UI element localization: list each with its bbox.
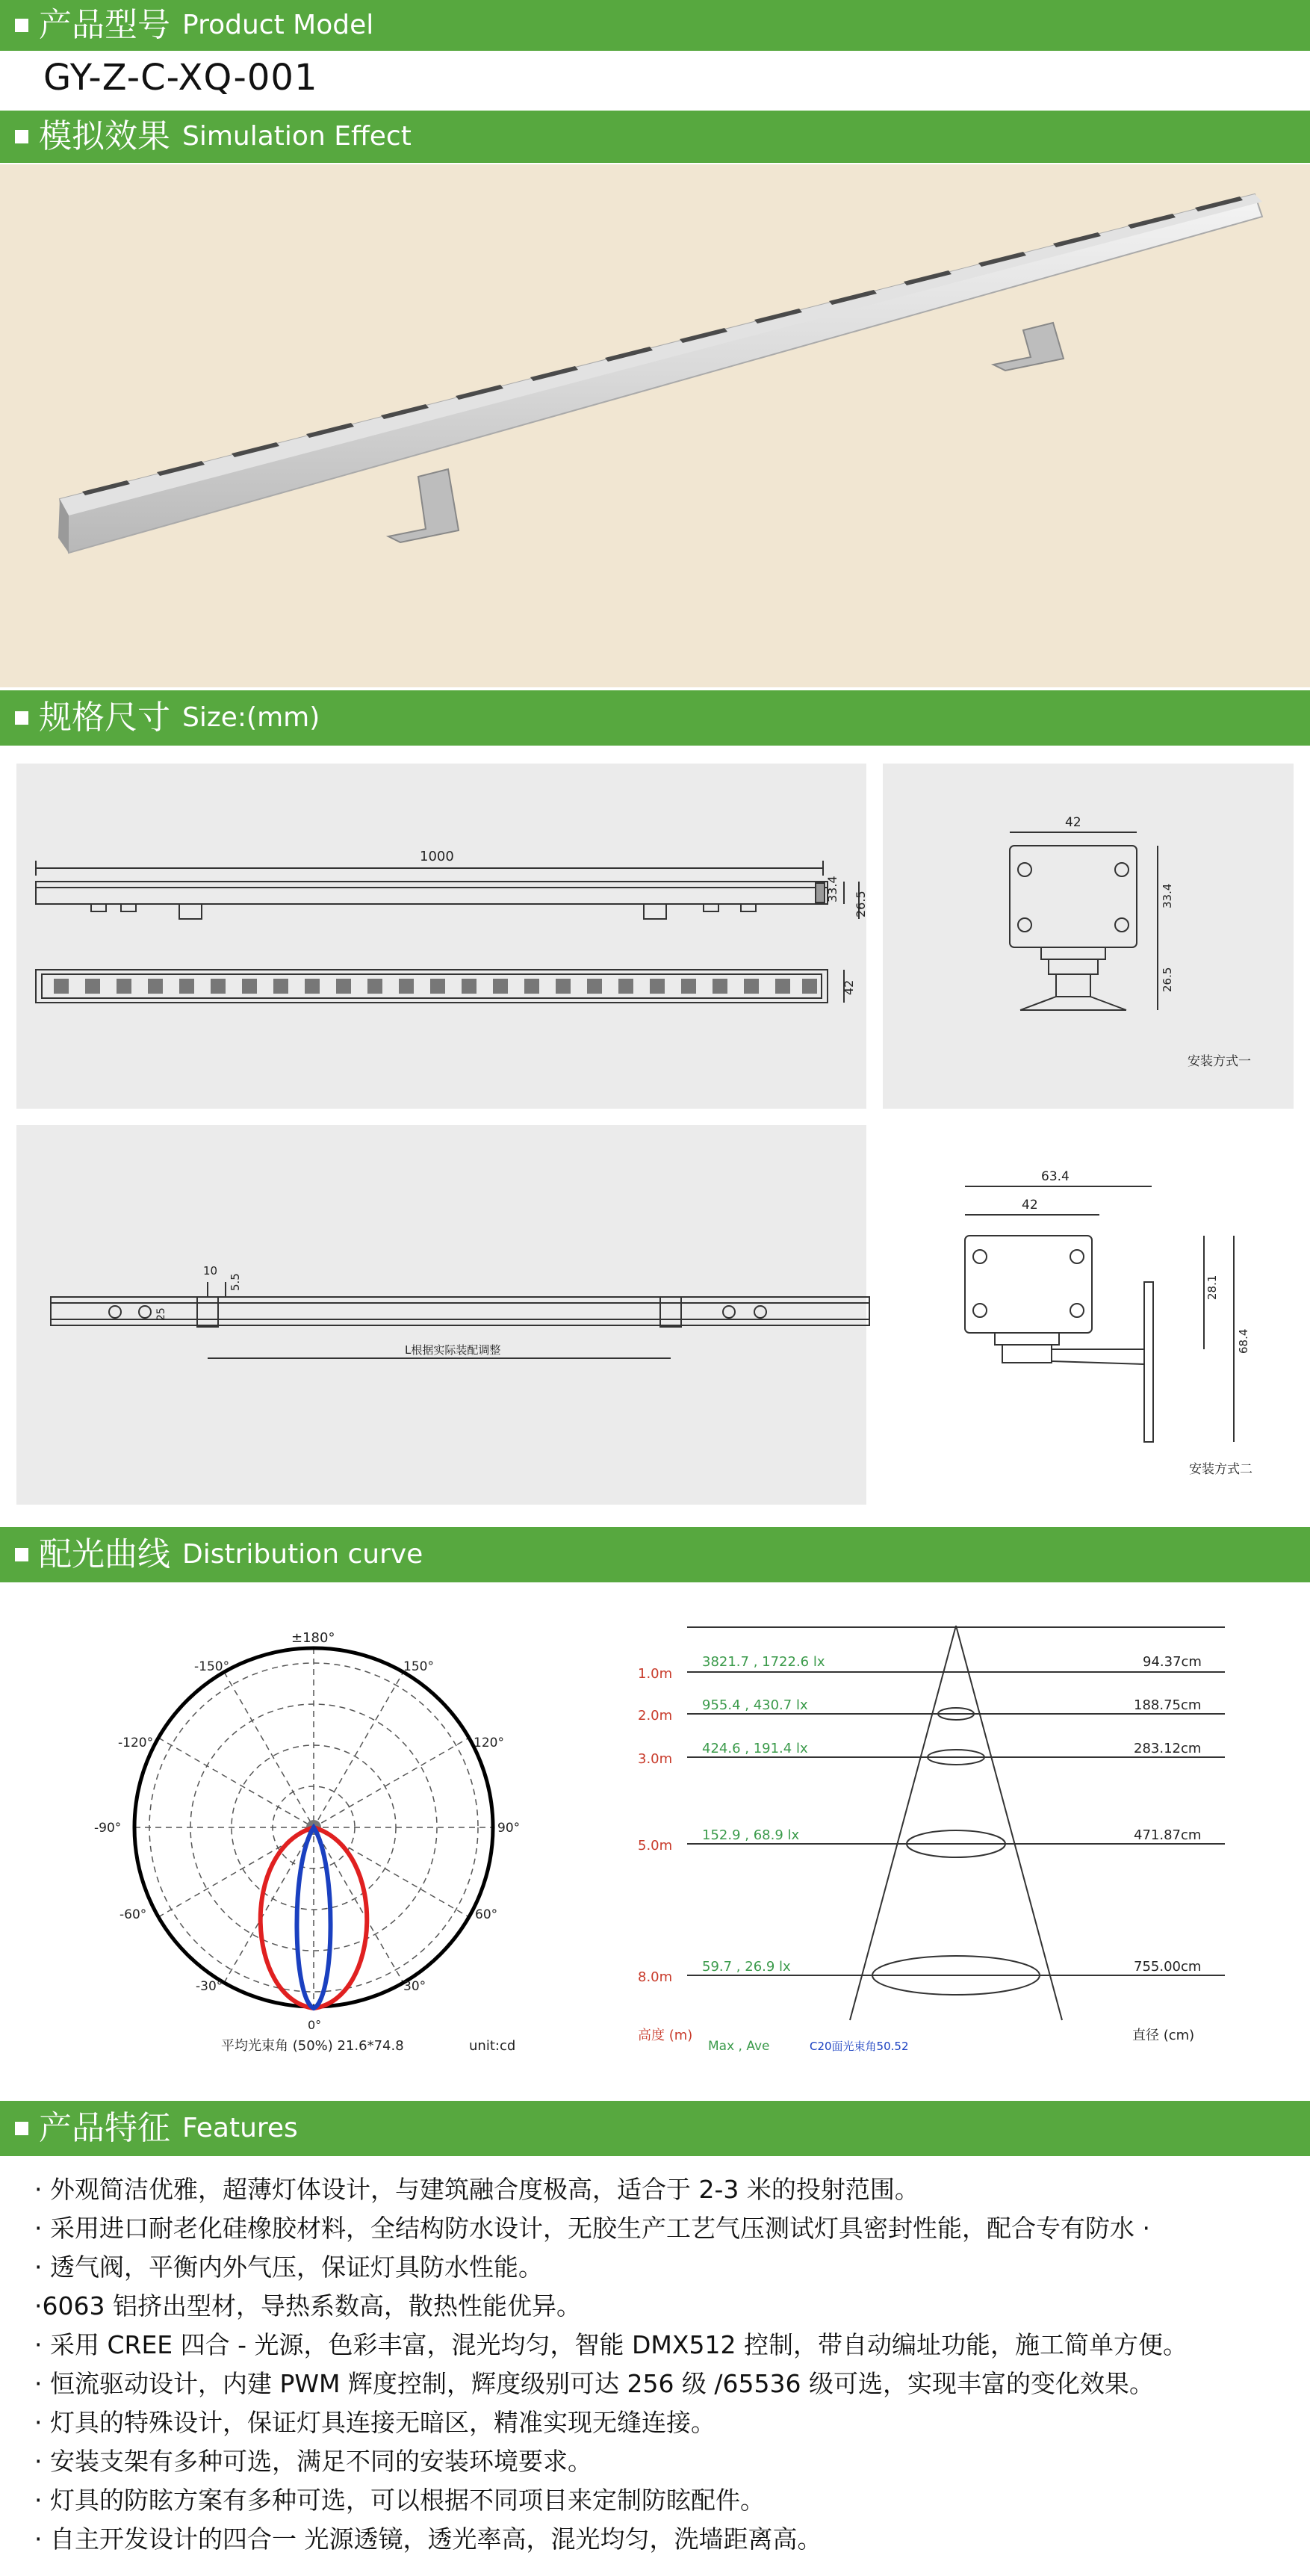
bullet-square-icon (15, 2122, 28, 2135)
section-title-en: Features (182, 2113, 298, 2143)
section-title-zh: 产品型号 (39, 6, 170, 44)
m2-width-1: 63.4 (1041, 1169, 1070, 1184)
led-bar-render (0, 164, 1310, 687)
dim-length: 1000 (420, 849, 454, 864)
cone-row-2-h: 2.0m (638, 1708, 673, 1724)
drawing-panel-side-view (16, 1125, 866, 1505)
feature-item: · 自主开发设计的四合一 光源透镜，透光率高，混光均匀，洗墙距离高。 (34, 2524, 822, 2554)
m1-height-2: 26.5 (1161, 967, 1174, 992)
dim-height-1: 33.4 (825, 876, 839, 902)
feature-item: · 恒流驱动设计，内建 PWM 辉度控制，辉度级别可达 256 级 /65536 级可选，实现丰富的变化效果。 (34, 2369, 1155, 2398)
angle-60: 60° (475, 1907, 498, 1922)
drawing-panel-mount-one (883, 764, 1294, 1109)
cone-row-1-lux: 3821.7 , 1722.6 lx (702, 1654, 825, 1670)
angle-m150: -150° (194, 1659, 230, 1674)
angle-120: 120° (474, 1736, 504, 1750)
dim-height-2: 26.5 (854, 891, 868, 917)
cone-row-4-d: 471.87cm (1134, 1827, 1202, 1843)
cone-row-4-lux: 152.9 , 68.9 lx (702, 1827, 800, 1843)
dim-10: 10 (203, 1264, 218, 1278)
section-header-distribution (0, 1527, 1310, 1582)
cone-row-5-h: 8.0m (638, 1969, 673, 1985)
section-header-features (0, 2101, 1310, 2156)
angle-top: ±180° (291, 1630, 335, 1646)
red-curve (261, 1827, 367, 2008)
cone-row-5-lux: 59.7 , 26.9 lx (702, 1959, 791, 1975)
dim-5-5: 5.5 (229, 1273, 242, 1291)
m1-width: 42 (1065, 815, 1081, 830)
cone-row-4-h: 5.0m (638, 1838, 673, 1854)
angle-150: 150° (403, 1659, 434, 1674)
dim-25: 25 (155, 1307, 167, 1321)
diameter-axis-label: 直径 (cm) (1132, 2028, 1195, 2043)
beam-angle-note: C20面光束角50.52 (810, 2040, 909, 2053)
mount-one-label: 安装方式一 (1188, 1054, 1251, 1069)
bullet-square-icon (15, 19, 28, 32)
feature-item: ·6063 铝挤出型材，导热系数高，散热性能优异。 (34, 2291, 581, 2320)
feature-item: · 灯具的特殊设计，保证灯具连接无暗区，精准实现无缝连接。 (34, 2408, 715, 2437)
front-view-drawing (16, 764, 866, 1109)
max-ave-label: Max , Ave (708, 2039, 770, 2054)
unit-label: unit:cd (469, 2038, 516, 2054)
dim-width: 42 (842, 979, 856, 995)
angle-m30: -30° (196, 1979, 223, 1994)
polar-distribution-chart (90, 1626, 568, 2074)
section-header-simulation (0, 111, 1310, 163)
angle-m60: -60° (119, 1907, 147, 1922)
cone-row-2-d: 188.75cm (1134, 1697, 1202, 1713)
section-title-zh: 模拟效果 (39, 117, 170, 155)
cone-row-3-h: 3.0m (638, 1751, 673, 1767)
drawing-panel-front-view (16, 764, 866, 1109)
cone-row-3-lux: 424.6 , 191.4 lx (702, 1741, 808, 1756)
bullet-square-icon (15, 1548, 28, 1561)
cone-row-5-d: 755.00cm (1134, 1959, 1202, 1975)
height-axis-label: 高度 (m) (638, 2028, 693, 2043)
section-header-product-model (0, 0, 1310, 51)
model-code: GY-Z-C-XQ-001 (43, 57, 318, 99)
m2-height-2: 68.4 (1237, 1328, 1250, 1354)
simulation-image (0, 164, 1310, 687)
m2-width-2: 42 (1022, 1198, 1038, 1213)
m2-height-1: 28.1 (1205, 1275, 1219, 1300)
section-title-zh: 规格尺寸 (39, 699, 170, 737)
section-title-en: Simulation Effect (182, 121, 412, 152)
section-title-zh: 产品特征 (39, 2109, 170, 2147)
feature-item: · 外观简洁优雅，超薄灯体设计，与建筑融合度极高，适合于 2-3 米的投射范围。 (34, 2175, 919, 2204)
angle-bottom: 0° (308, 2018, 322, 2032)
bullet-square-icon (15, 130, 28, 143)
mount-two-label: 安装方式二 (1189, 1462, 1252, 1477)
feature-item: · 灯具的防眩方案有多种可选，可以根据不同项目来定制防眩配件。 (34, 2486, 765, 2515)
angle-90: 90° (497, 1821, 521, 1836)
mount-two-drawing (883, 1125, 1294, 1505)
feature-item: · 安装支架有多种可选，满足不同的安装环境要求。 (34, 2447, 592, 2476)
cone-row-1-h: 1.0m (638, 1666, 673, 1682)
side-view-drawing (16, 1125, 866, 1505)
section-header-size (0, 690, 1310, 746)
cone-row-2-lux: 955.4 , 430.7 lx (702, 1697, 808, 1713)
section-title-zh: 配光曲线 (39, 1535, 170, 1573)
angle-m90: -90° (94, 1821, 122, 1836)
cone-row-3-d: 283.12cm (1134, 1741, 1202, 1756)
section-title-en: Size:(mm) (182, 702, 320, 733)
feature-item: · 采用 CREE 四合 - 光源，色彩丰富，混光均匀，智能 DMX512 控制，带自动编址功能，施工简单方便。 (34, 2330, 1188, 2359)
l-note: L根据实际装配调整 (405, 1343, 501, 1357)
feature-item: · 透气阀，平衡内外气压，保证灯具防水性能。 (34, 2253, 543, 2282)
cone-row-1-d: 94.37cm (1143, 1654, 1202, 1670)
angle-m120: -120° (118, 1736, 154, 1750)
m1-height-1: 33.4 (1161, 883, 1174, 908)
angle-30: 30° (403, 1979, 426, 1994)
bullet-square-icon (15, 711, 28, 725)
blue-curve (297, 1827, 330, 2008)
drawing-panel-mount-two (883, 1125, 1294, 1505)
mount-one-drawing (883, 764, 1294, 1109)
section-title-en: Product Model (182, 10, 374, 40)
illuminance-cone-chart (635, 1620, 1262, 2068)
feature-item: · 采用进口耐老化硅橡胶材料，全结构防水设计，无胶生产工艺气压测试灯具密封性能，配合专有防水 · (34, 2214, 1150, 2243)
beam-angle-label: 平均光束角 (50%) 21.6*74.8 (221, 2038, 404, 2054)
section-title-en: Distribution curve (182, 1539, 423, 1570)
